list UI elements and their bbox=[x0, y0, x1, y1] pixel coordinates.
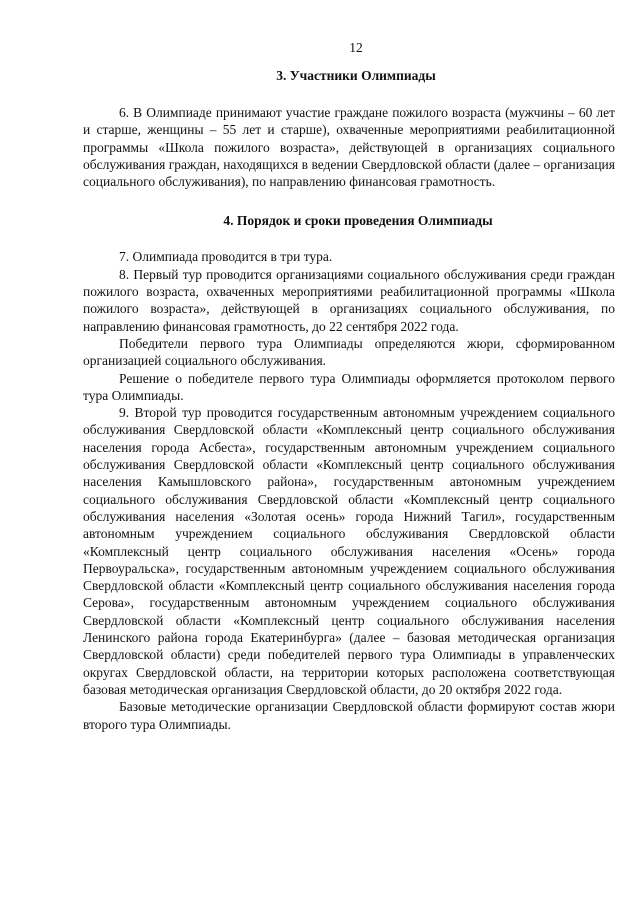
paragraph-first-round-protocol: Решение о победителе первого тура Олимпиады оформляется протоколом первого тура Олимпиады. bbox=[83, 370, 615, 403]
paragraph-7-three-rounds: 7. Олимпиада проводится в три тура. bbox=[119, 249, 333, 265]
paragraph-6-participants: 6. В Олимпиаде принимают участие граждане пожилого возраста (мужчины – 60 лет и старше, женщины – 55 лет и старше), охваченные мероприятиями реабилитационной программы «Школа пожилого возраста», действующей в организациях социального обслуживания граждан, находящихся в ведении Свердловской области (далее – организация социального обслуживания), по направлению финансовая грамотность. bbox=[83, 105, 615, 190]
paragraph-9-second-round: 9. Второй тур проводится государственным автономным учреждением социального обслуживания Свердловской области «Комплексный центр социального обслуживания населения города Асбеста», государственным автономным учреждением социального обслуживания Свердловской области «Комплексный центр социального обслуживания населения Камышловского района», государственным автономным учреждением социального обслуживания Свердловской области «Комплексный центр социального обслуживания населения «Золотая осень» города Нижний Тагил», государственным автономным учреждением социального обслуживания Свердловской области «Комплексный центр социального обслуживания населения «Осень» города Первоуральска», государственным автономным учреждением социального обслуживания Свердловской области «Комплексный центр социального обслуживания населения города Серова», государственным автономным учреждением социального обслуживания Свердловской области «Комплексный центр социального обслуживания населения Ленинского района города Екатеринбурга» (далее – базовая методическая организация Свердловской области) среди победителей первого тура Олимпиады в управленческих округах Свердловской области, на территории которых расположена соответствующая базовая методическая организация Свердловской области, до 20 октября 2022 года. bbox=[83, 405, 615, 697]
page-number: 12 bbox=[349, 40, 363, 55]
paragraph-second-round-jury: Базовые методические организации Свердловской области формируют состав жюри второго тура Олимпиады. bbox=[83, 699, 615, 732]
paragraph-8-first-round: 8. Первый тур проводится организациями социального обслуживания среди граждан пожилого возраста, охваченных мероприятиями реабилитационной программы «Школа пожилого возраста», действующей в организациях социального обслуживания, по направлению финансовая грамотность, до 22 сентября 2022 года. bbox=[83, 266, 615, 334]
paragraph-first-round-winners: Победители первого тура Олимпиады определяются жюри, сформированном организацией социального обслуживания. bbox=[83, 335, 615, 369]
section-heading-procedure: 4. Порядок и сроки проведения Олимпиады bbox=[223, 213, 493, 229]
section-heading-participants: 3. Участники Олимпиады bbox=[276, 68, 436, 83]
